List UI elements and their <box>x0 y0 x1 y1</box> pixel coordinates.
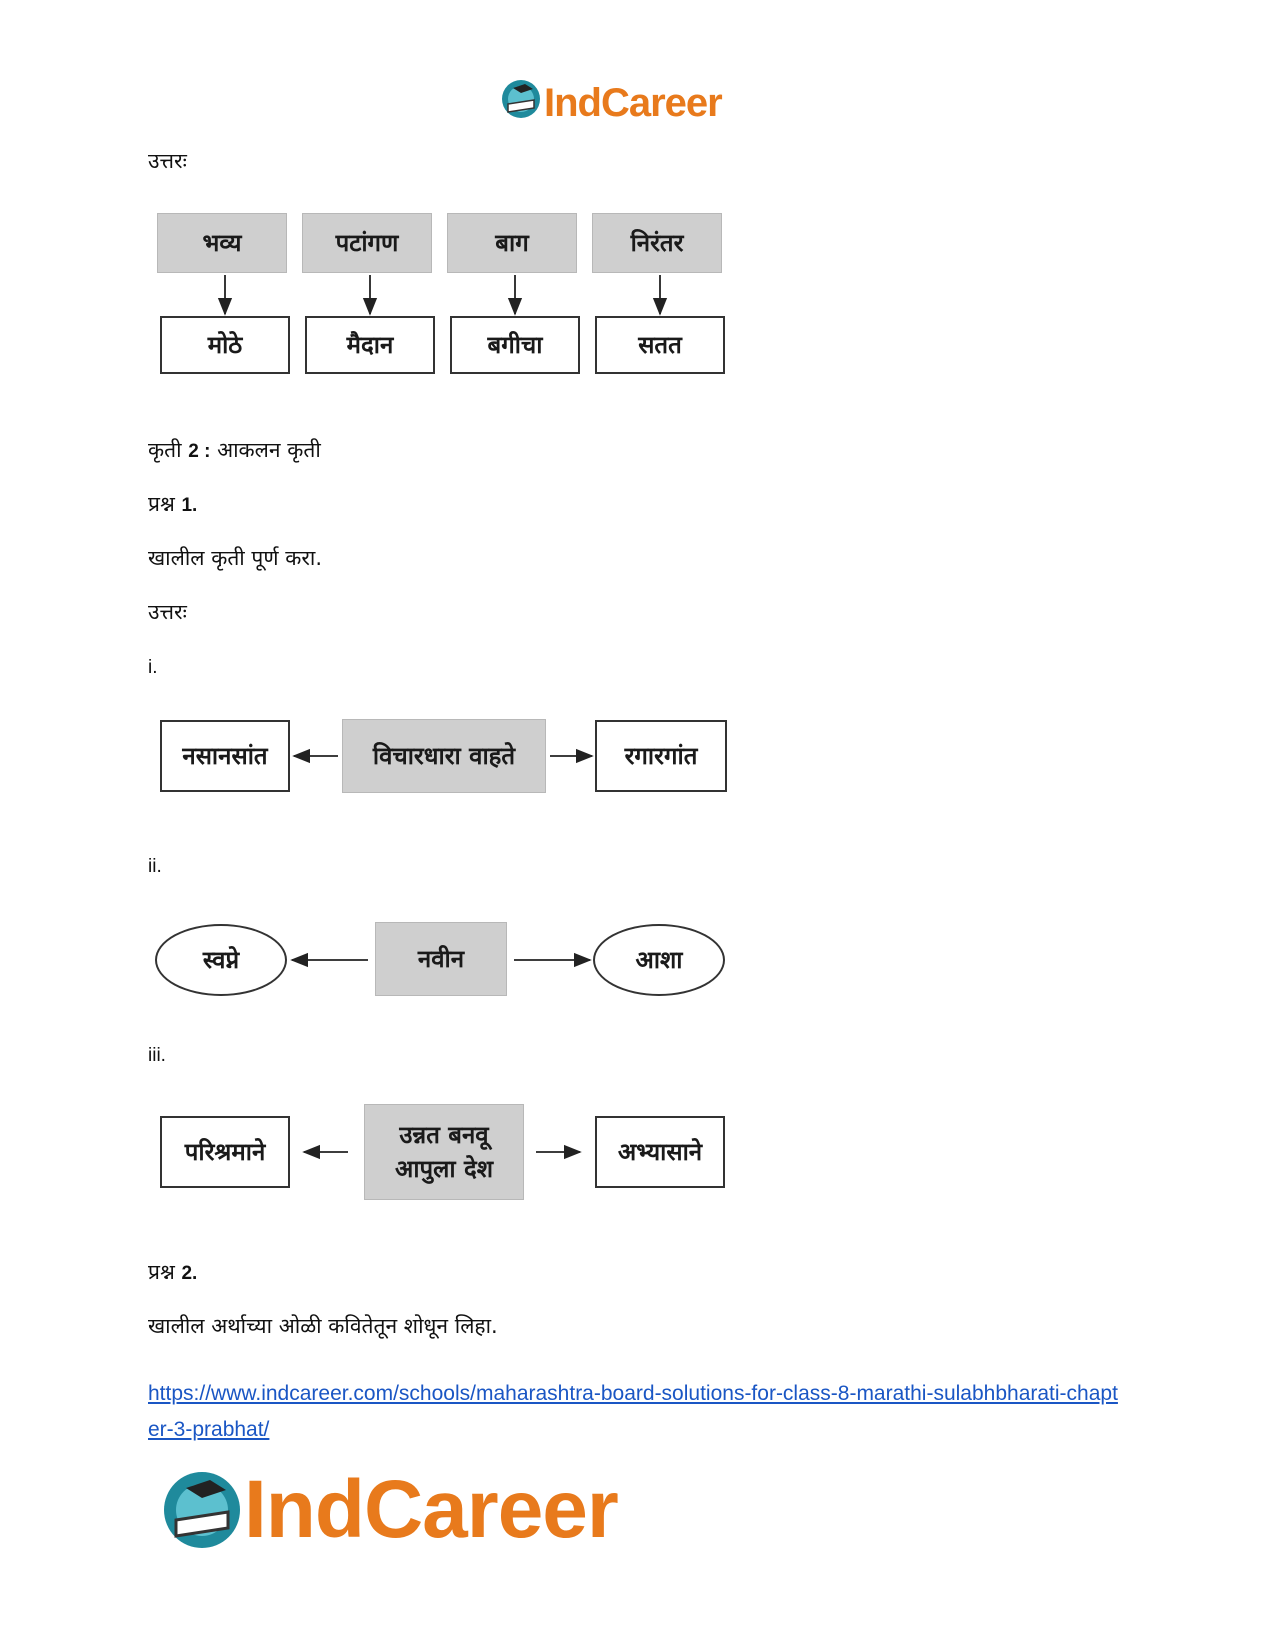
word-box-4: निरंतर <box>592 213 722 273</box>
source-link[interactable]: https://www.indcareer.com/schools/maharashtra-board-solutions-for-class-8-marathi-sulabhbharati-chapter-3-prabhat/ <box>148 1382 1118 1441</box>
item-i-left-box: नसानसांत <box>160 720 290 792</box>
item-ii-right-oval: आशा <box>593 924 725 996</box>
item-index-ii: ii. <box>148 856 162 877</box>
question-2-instruction: खालील अर्थाच्या ओळी कवितेतून शोधून लिहा. <box>148 1314 498 1338</box>
answer-label-2: उत्तरः <box>148 600 187 624</box>
meaning-box-1: मोठे <box>160 316 290 374</box>
item-i-center-box: विचारधारा वाहते <box>342 719 546 793</box>
item-index-iii: iii. <box>148 1045 166 1066</box>
item-index-i: i. <box>148 657 158 678</box>
indcareer-logo-bottom <box>160 1460 700 1560</box>
brand-name-large: IndCareer <box>244 1464 618 1555</box>
globe-book-icon <box>160 1468 244 1552</box>
item-ii-left-oval: स्वप्ने <box>155 924 287 996</box>
word-box-3: बाग <box>447 213 577 273</box>
word-box-1: भव्य <box>157 213 287 273</box>
answer-label-1: उत्तरः <box>148 149 187 173</box>
word-box-2: पटांगण <box>302 213 432 273</box>
brand-name: IndCareer <box>544 81 722 125</box>
item-iii-center-line2: आपुला देश <box>394 1154 494 1183</box>
meaning-box-4: सतत <box>595 316 725 374</box>
activity-heading: कृती 2 : आकलन कृती <box>148 438 321 462</box>
item-iii-center-line1: उन्नत बनवू <box>399 1120 489 1149</box>
question-2-label: प्रश्न 2. <box>148 1260 198 1284</box>
meaning-box-2: मैदान <box>305 316 435 374</box>
question-1-label: प्रश्न 1. <box>148 492 198 516</box>
item-ii-center-box: नवीन <box>375 922 507 996</box>
meaning-box-3: बगीचा <box>450 316 580 374</box>
item-iii-left-box: परिश्रमाने <box>160 1116 290 1188</box>
question-1-instruction: खालील कृती पूर्ण करा. <box>148 546 323 570</box>
item-iii-right-box: अभ्यासाने <box>595 1116 725 1188</box>
item-i-right-box: रगारगांत <box>595 720 727 792</box>
